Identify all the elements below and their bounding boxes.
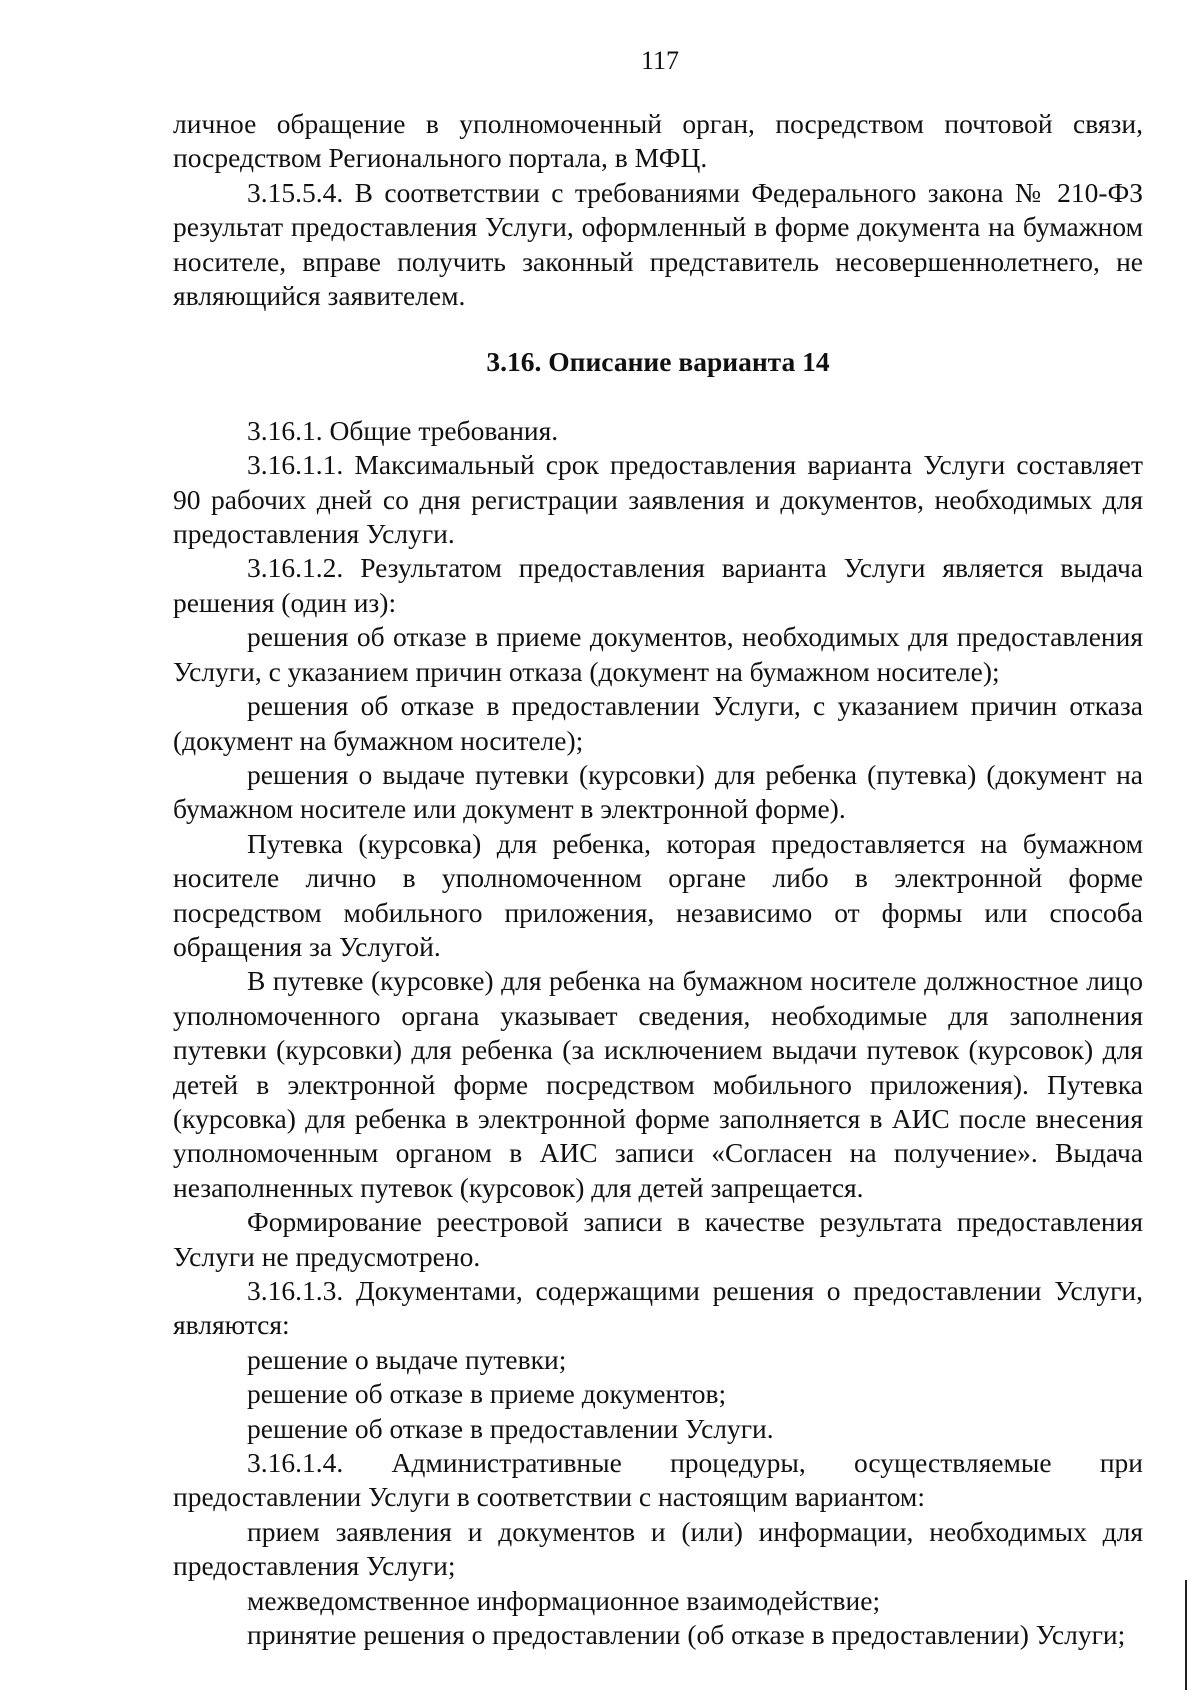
paragraph: личное обращение в уполномоченный орган, посредством почтовой связи, посредством Регионального портала, в МФЦ. (173, 108, 1143, 174)
list-item: решения о выдаче путевки (курсовки) для ребенка (путевка) (документ на бумажном носителе или документ в электронной форме). (173, 758, 1143, 825)
paragraph: Путевка (курсовка) для ребенка, которая предоставляется на бумажном носителе лично в уполномоченном органе либо в электронной форме посредством мобильного приложения, независимо от формы или способа обращения за Услугой. (173, 827, 1143, 962)
paragraph: 3.16.1.2. Результатом предоставления варианта Услуги является выдача решения (один из): (173, 552, 1143, 618)
paragraph: 3.16.1. Общие требования. (247, 414, 559, 446)
paragraph: 3.16.1.4. Административные процедуры, осуществляемые при предоставлении Услуги в соответствии с настоящим вариантом: (173, 1447, 1143, 1513)
document-body (173, 107, 1143, 1652)
list-item: решения об отказе в приеме документов, необходимых для предоставления Услуги, с указанием причин отказа (документ на бумажном носителе); (173, 621, 1143, 687)
section-heading: 3.16. Описание варианта 14 (486, 346, 830, 378)
paragraph: 3.15.5.4. В соответствии с требованиями Федерального закона № 210-ФЗ результат предоставления Услуги, оформленный в форме документа на бумажном носителе, вправе получить законный представитель несовершеннолетнего, не являющийся заявителем. (173, 176, 1143, 312)
list-item: принятие решения о предоставлении (об отказе в предоставлении) Услуги; (247, 1619, 1126, 1651)
page-number: 117 (640, 46, 680, 75)
list-item: прием заявления и документов и (или) информации, необходимых для предоставления Услуги; (173, 1515, 1143, 1582)
paragraph: 3.16.1.3. Документами, содержащими решения о предоставлении Услуги, являются: (173, 1275, 1143, 1341)
paragraph: В путевке (курсовке) для ребенка на бумажном носителе должностное лицо уполномоченного органа указывает сведения, необходимые для заполнения путевки (курсовки) для ребенка (за исключением выдачи путевок (курсовок) для детей в электронной форме посредством мобильного приложения). Путевка (курсовка) для ребенка в электронной форме заполняется в АИС после внесения уполномоченным органом в АИС записи «Согласен на получение». Выдача незаполненных путевок (курсовок) для детей запрещается. (173, 965, 1143, 1203)
list-item: решение об отказе в приеме документов; (247, 1378, 727, 1410)
list-item: межведомственное информационное взаимодействие; (247, 1584, 881, 1616)
list-item: решение о выдаче путевки; (247, 1343, 567, 1375)
paragraph: Формирование реестровой записи в качестве результата предоставления Услуги не предусмотрено. (173, 1206, 1143, 1272)
scan-edge-mark (1185, 1580, 1187, 1690)
list-item: решения об отказе в предоставлении Услуги, с указанием причин отказа (документ на бумажном носителе); (173, 690, 1143, 756)
list-item: решение об отказе в предоставлении Услуги. (247, 1412, 774, 1444)
paragraph: 3.16.1.1. Максимальный срок предоставления варианта Услуги составляет 90 рабочих дней со дня регистрации заявления и документов, необходимых для предоставления Услуги. (173, 449, 1143, 550)
